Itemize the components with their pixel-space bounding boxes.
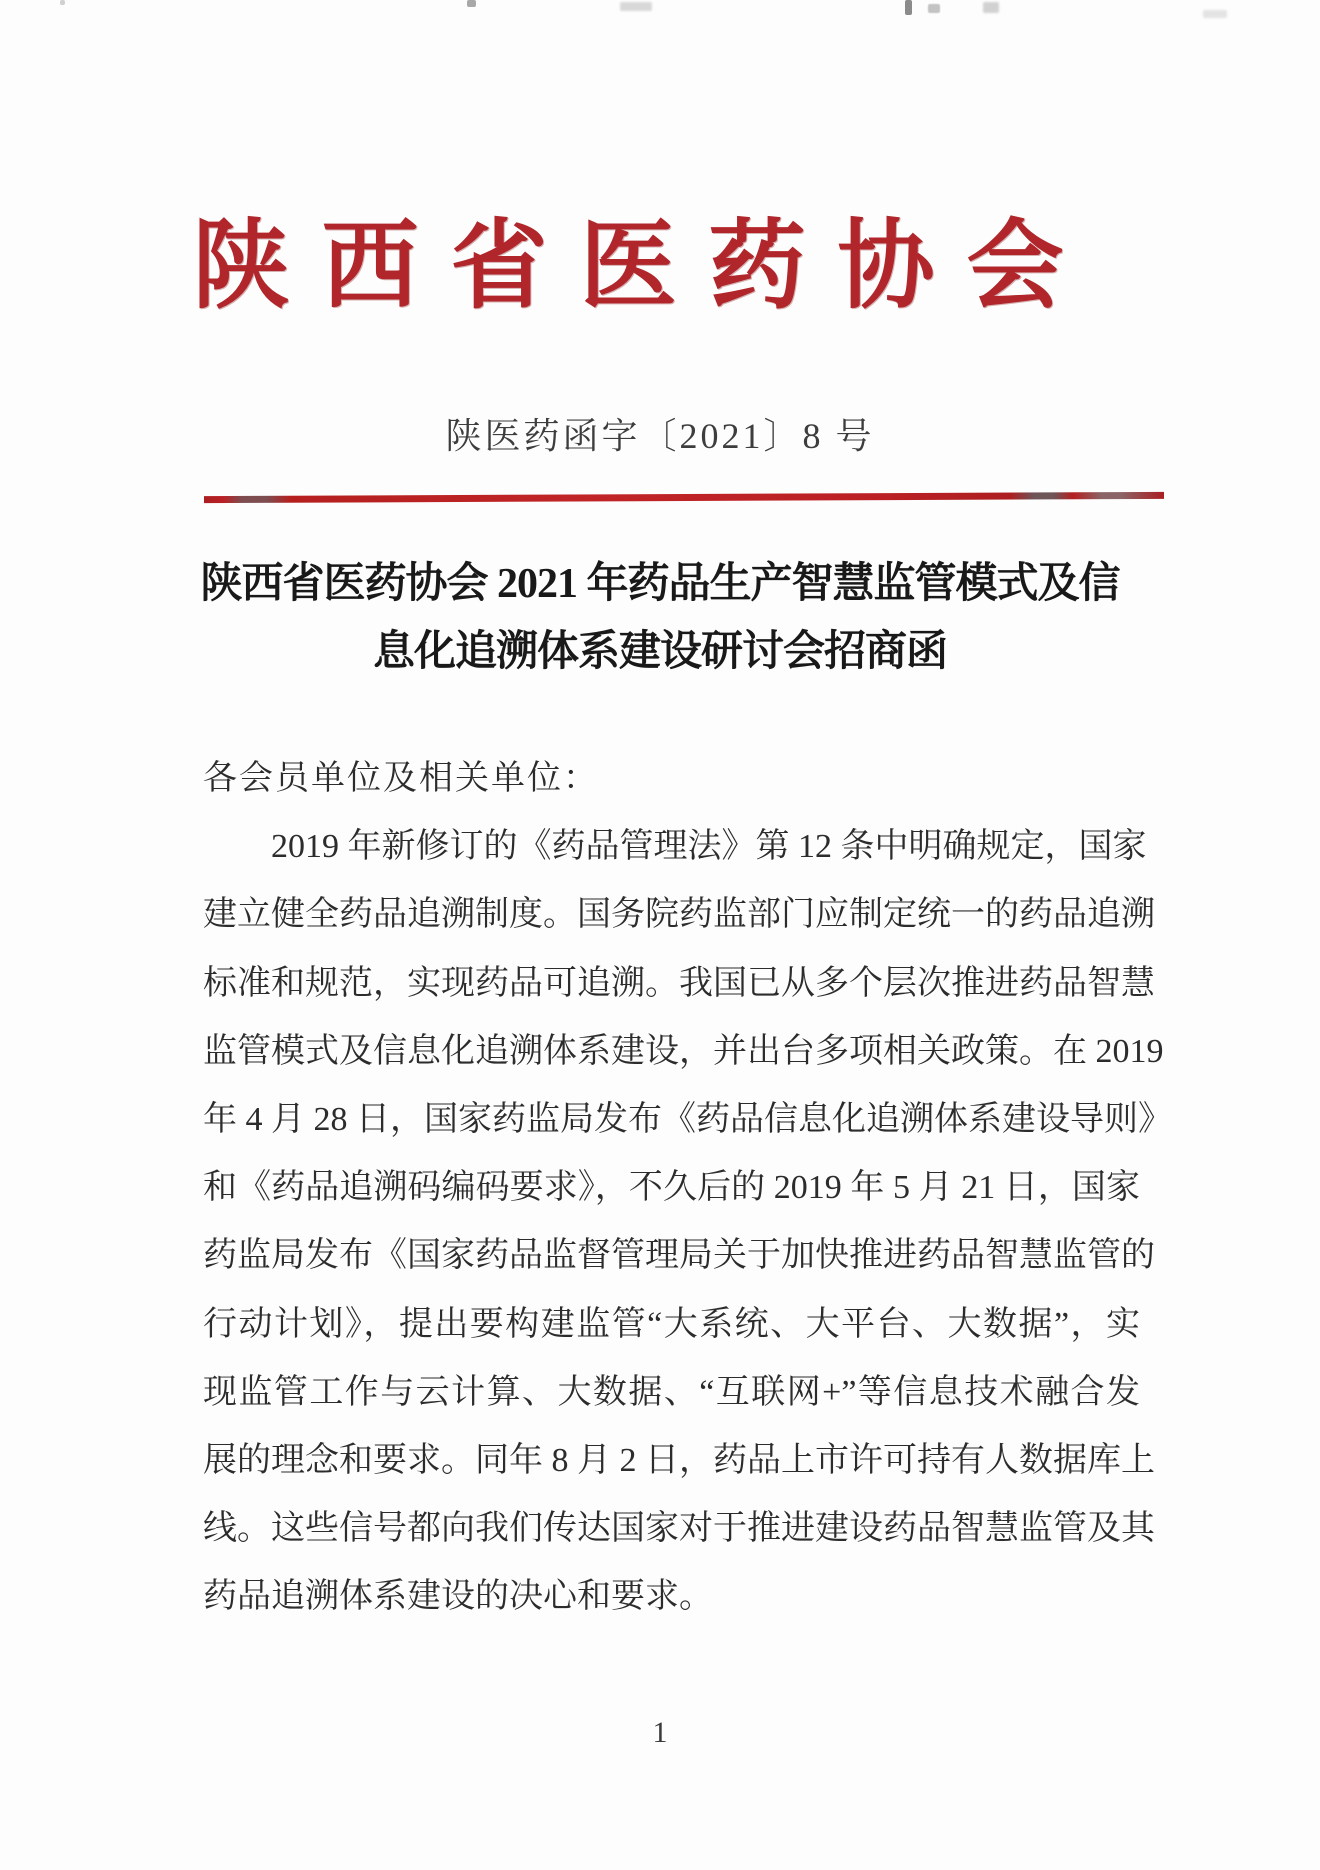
body-line: 线。这些信号都向我们传达国家对于推进建设药品智慧监管及其 (203, 1510, 1155, 1548)
document-title-line1: 陕西省医药协会 2021 年药品生产智慧监管模式及信 (200, 561, 1120, 607)
body-line: 2019 年新修订的《药品管理法》第 12 条中明确规定，国家 (271, 828, 1147, 866)
body-line: 展的理念和要求。同年 8 月 2 日，药品上市许可持有人数据库上 (203, 1442, 1155, 1480)
body-line: 年 4 月 28 日，国家药监局发布《药品信息化追溯体系建设导则》 (203, 1101, 1172, 1139)
body-line: 和《药品追溯码编码要求》，不久后的 2019 年 5 月 21 日，国家 (203, 1169, 1140, 1207)
letter-body (203, 745, 1172, 1632)
scan-artifact (983, 2, 999, 13)
salutation: 各会员单位及相关单位： (203, 760, 599, 797)
document-title-line2: 息化追溯体系建设研讨会招商函 (372, 629, 947, 675)
body-line: 标准和规范，实现药品可追溯。我国已从多个层次推进药品智慧 (203, 964, 1155, 1002)
scan-artifact (620, 2, 652, 11)
scan-artifact (1203, 10, 1227, 18)
scan-artifact (467, 0, 476, 7)
scan-artifact (928, 4, 940, 13)
scan-artifact (905, 0, 912, 15)
body-line: 药监局发布《国家药品监督管理局关于加快推进药品智慧监管的 (203, 1237, 1155, 1275)
page-number: 1 (652, 1716, 668, 1749)
letterhead-org-name: 陕西省医药协会 (192, 213, 1096, 320)
doc-reference-number: 陕医药函字〔2021〕8 号 (445, 416, 875, 456)
body-line: 建立健全药品追溯制度。国务院药监部门应制定统一的药品追溯 (203, 896, 1155, 934)
body-line: 行动计划》，提出要构建监管“大系统、大平台、大数据”，实 (203, 1305, 1140, 1343)
body-line: 药品追溯体系建设的决心和要求。 (203, 1578, 713, 1616)
letterhead-divider-rule (204, 492, 1164, 503)
body-line: 现监管工作与云计算、大数据、“互联网+”等信息技术融合发 (203, 1373, 1140, 1411)
document-title (0, 550, 1320, 686)
scan-artifact (60, 0, 65, 5)
body-line: 监管模式及信息化追溯体系建设，并出台多项相关政策。在 2019 (203, 1032, 1164, 1070)
